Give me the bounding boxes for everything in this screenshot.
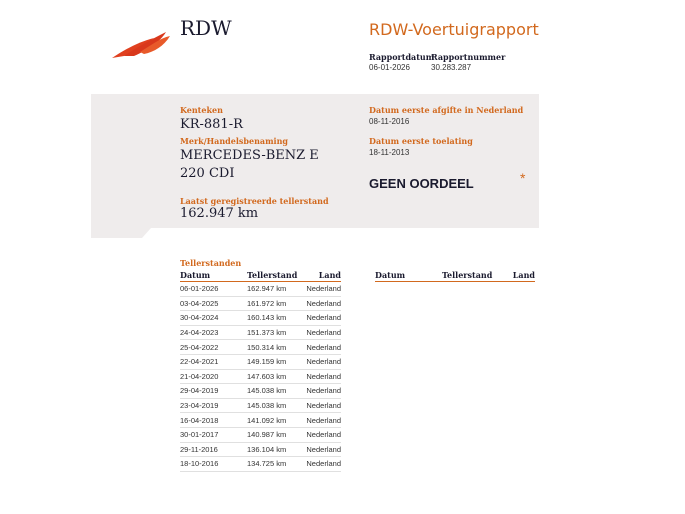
col-country: Land [305, 270, 341, 282]
row-odometer: 150.314 km [247, 340, 305, 355]
row-country: Nederland [305, 354, 341, 369]
report-number-label: Rapportnummer [431, 52, 506, 62]
plate-label: Kenteken [180, 105, 223, 115]
row-country: Nederland [305, 325, 341, 340]
table-row [180, 398, 341, 413]
row-odometer: 145.038 km [247, 384, 305, 399]
row-odometer: 151.373 km [247, 325, 305, 340]
table-row [180, 325, 341, 340]
table-header-row [375, 270, 535, 282]
row-date: 22-04-2021 [180, 354, 247, 369]
row-date: 29-11-2016 [180, 442, 247, 457]
row-date: 18-10-2016 [180, 457, 247, 472]
report-number-value: 30.283.287 [431, 63, 472, 72]
rdw-logo [110, 28, 172, 62]
row-date: 24-04-2023 [180, 325, 247, 340]
table-row [180, 311, 341, 326]
make-label: Merk/Handelsbenaming [180, 136, 289, 146]
row-odometer: 162.947 km [247, 282, 305, 297]
verdict: GEEN OORDEEL [369, 176, 474, 191]
col-odometer: Tellerstand [442, 270, 500, 282]
row-date: 29-04-2019 [180, 384, 247, 399]
table-row [180, 442, 341, 457]
verdict-mark: * [520, 170, 526, 186]
report-date-value: 06-01-2026 [369, 63, 410, 72]
table-row [180, 427, 341, 442]
row-date: 30-04-2024 [180, 311, 247, 326]
row-country: Nederland [305, 442, 341, 457]
col-date: Datum [375, 270, 442, 282]
row-country: Nederland [305, 369, 341, 384]
row-date: 03-04-2025 [180, 296, 247, 311]
report-title: RDW-Voertuigrapport [369, 20, 539, 39]
table-row [180, 282, 341, 297]
table-row [180, 369, 341, 384]
col-date: Datum [180, 270, 247, 282]
row-date: 06-01-2026 [180, 282, 247, 297]
row-country: Nederland [305, 413, 341, 428]
panel-notch [91, 228, 151, 238]
row-odometer: 149.159 km [247, 354, 305, 369]
row-country: Nederland [305, 457, 341, 472]
row-date: 23-04-2019 [180, 398, 247, 413]
col-odometer: Tellerstand [247, 270, 305, 282]
row-country: Nederland [305, 427, 341, 442]
row-country: Nederland [305, 282, 341, 297]
table-header-row [180, 270, 341, 282]
row-country: Nederland [305, 398, 341, 413]
make-line2: 220 CDI [180, 166, 235, 181]
table-row [180, 354, 341, 369]
row-country: Nederland [305, 384, 341, 399]
table-row [180, 457, 341, 472]
first-issue-nl-label: Datum eerste afgifte in Nederland [369, 105, 524, 115]
make-line1: MERCEDES-BENZ E [180, 148, 319, 163]
row-date: 30-01-2017 [180, 427, 247, 442]
plate-value: KR-881-R [180, 117, 243, 132]
table-row [180, 296, 341, 311]
readings-table-left [180, 270, 341, 472]
table-row [180, 340, 341, 355]
row-country: Nederland [305, 311, 341, 326]
row-odometer: 147.603 km [247, 369, 305, 384]
row-date: 21-04-2020 [180, 369, 247, 384]
row-country: Nederland [305, 296, 341, 311]
brand-name: RDW [180, 16, 232, 40]
readings-title: Tellerstanden [180, 258, 242, 268]
row-date: 25-04-2022 [180, 340, 247, 355]
row-odometer: 141.092 km [247, 413, 305, 428]
odometer-value: 162.947 km [180, 206, 259, 221]
odometer-label: Laatst geregistreerde tellerstand [180, 196, 329, 206]
row-country: Nederland [305, 340, 341, 355]
row-odometer: 134.725 km [247, 457, 305, 472]
readings-table-right [375, 270, 535, 282]
row-odometer: 160.143 km [247, 311, 305, 326]
col-country: Land [500, 270, 535, 282]
table-row [180, 384, 341, 399]
row-odometer: 136.104 km [247, 442, 305, 457]
table-row [180, 413, 341, 428]
first-issue-nl-value: 08-11-2016 [369, 117, 410, 126]
report-date-label: Rapportdatum [369, 52, 435, 62]
row-date: 16-04-2018 [180, 413, 247, 428]
first-admission-label: Datum eerste toelating [369, 136, 473, 146]
row-odometer: 161.972 km [247, 296, 305, 311]
row-odometer: 140.987 km [247, 427, 305, 442]
first-admission-value: 18-11-2013 [369, 148, 410, 157]
row-odometer: 145.038 km [247, 398, 305, 413]
